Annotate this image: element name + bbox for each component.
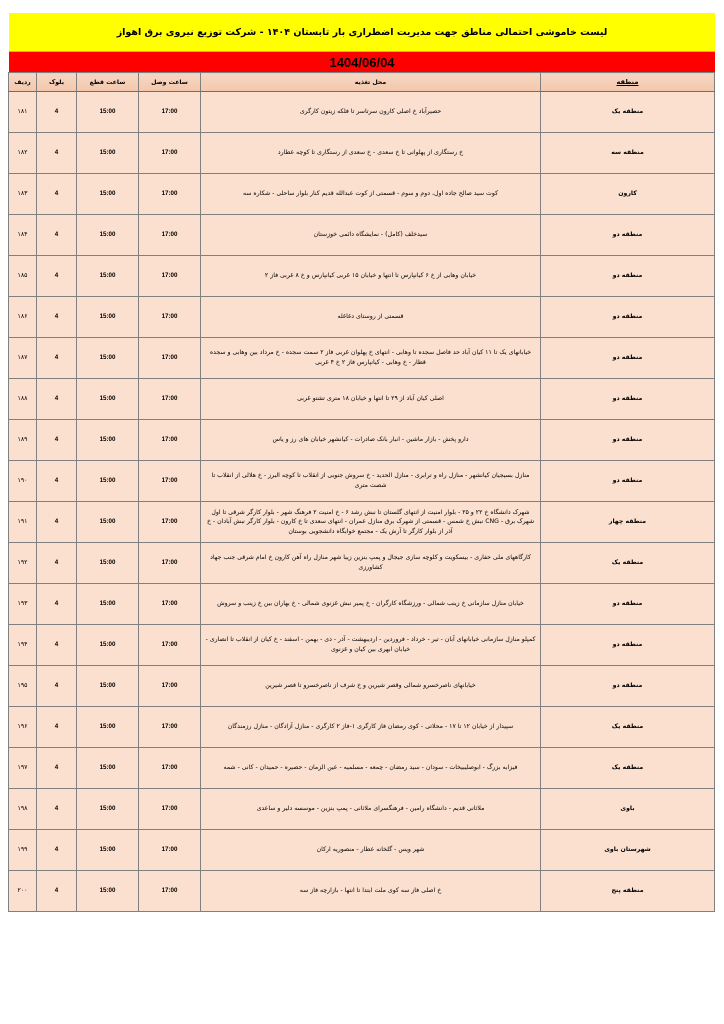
cell-row-num: ۱۹۹ xyxy=(9,830,37,871)
cell-on-time: 17:00 xyxy=(139,748,201,789)
cell-zone: منطقه دو xyxy=(541,461,715,502)
cell-block: 4 xyxy=(37,871,77,912)
cell-off-time: 15:00 xyxy=(77,748,139,789)
column-header-on-time: ساعت وصل xyxy=(139,73,201,92)
table-row xyxy=(9,748,715,789)
cell-zone: کارون xyxy=(541,174,715,215)
cell-row-num: ۱۹۴ xyxy=(9,625,37,666)
cell-zone: منطقه دو xyxy=(541,379,715,420)
cell-row-num: ۱۹۲ xyxy=(9,543,37,584)
outage-table xyxy=(8,72,715,912)
cell-off-time: 15:00 xyxy=(77,420,139,461)
cell-row-num: ۱۹۷ xyxy=(9,748,37,789)
cell-block: 4 xyxy=(37,666,77,707)
cell-off-time: 15:00 xyxy=(77,297,139,338)
cell-place: قسمتی از روستای دغاغله xyxy=(201,297,541,338)
cell-place: کمپلو منازل سازمانی خیابانهای آبان - تیر - خرداد - فروردین - اردیبهشت - آذر - دی - بهمن - اسفند - خ کیان از انقلاب تا انصاری - خیابان ابهری بین کیان و غزنوی xyxy=(201,625,541,666)
cell-place: شهرک دانشگاه خ ۲۲ و ۲۵ - بلوار امنیت از انتهای گلستان تا نبش رشد ۶ - خ امنیت ۲ فرهنگ شهر - بلوار کارگر شرقی تا اول شهرک برق - CNG نبش خ شمس - قسمتی از شهرک برق منازل عمران - انتهای سعدی تا خ کارون - بلوار کارگر نبش آبادان - خ آذر از بلوار کارگر تا آرش یک - مجتمع خوابگاه دانشجویی بوستان xyxy=(201,502,541,543)
cell-place: خیابانهای ناصرخسرو شمالی وقصر شیرین و خ شرف از ناصرخسرو تا قصر شیرین xyxy=(201,666,541,707)
cell-block: 4 xyxy=(37,174,77,215)
cell-place: سیدخلف (کامل) - نمایشگاه دائمی خوزستان xyxy=(201,215,541,256)
cell-place: فیزابه بزرگ - ابوصلیبیخات - سودان - سید رمضان - چمعه - مسلمیه - عین الزمان - حصیره - حمیدان - کانی - شمه xyxy=(201,748,541,789)
cell-block: 4 xyxy=(37,338,77,379)
cell-on-time: 17:00 xyxy=(139,584,201,625)
cell-block: 4 xyxy=(37,420,77,461)
table-row xyxy=(9,584,715,625)
table-row xyxy=(9,215,715,256)
cell-place: کارگاههای ملی حفاری - بیسکویت و کلوچه سازی جیجال و پمپ بنزین زیبا شهر منازل راه آهن کارون خ امام شرقی جنب جهاد کشاورزی xyxy=(201,543,541,584)
table-header-row xyxy=(9,73,715,92)
cell-block: 4 xyxy=(37,297,77,338)
cell-on-time: 17:00 xyxy=(139,215,201,256)
cell-place: منازل بسیجیان کیانشهر - منازل راه و ترابری - منازل الحدید - خ سروش جنوبی از انقلاب تا کوچه البرز - خ هلالی از انقلاب تا شصت متری xyxy=(201,461,541,502)
cell-on-time: 17:00 xyxy=(139,420,201,461)
cell-place: سپیدار از خیابان ۱۲ تا ۱۷ - محلاتی - کوی رمضان فاز کارگری ۱-فاز ۲ کارگری - منازل آزادگان - منازل رزمندگان xyxy=(201,707,541,748)
cell-off-time: 15:00 xyxy=(77,256,139,297)
table-row xyxy=(9,666,715,707)
cell-zone: منطقه پنج xyxy=(541,871,715,912)
title-banner xyxy=(9,13,715,51)
table-row xyxy=(9,256,715,297)
table-row xyxy=(9,420,715,461)
table-row xyxy=(9,789,715,830)
cell-place: کوت سید صالح جاده اول، دوم و سوم - قسمتی از کوت عبدالله قدیم کنار بلوار ساحلی - شکاره سه xyxy=(201,174,541,215)
cell-block: 4 xyxy=(37,707,77,748)
cell-off-time: 15:00 xyxy=(77,92,139,133)
table-row xyxy=(9,871,715,912)
cell-row-num: ۱۸۴ xyxy=(9,215,37,256)
column-header-off-time: ساعت قطع xyxy=(77,73,139,92)
cell-on-time: 17:00 xyxy=(139,543,201,584)
cell-row-num: ۱۸۹ xyxy=(9,420,37,461)
cell-place: شهر ویس - گلخانه عطار - منصوریه ارکان xyxy=(201,830,541,871)
cell-on-time: 17:00 xyxy=(139,707,201,748)
table-row xyxy=(9,133,715,174)
cell-on-time: 17:00 xyxy=(139,379,201,420)
cell-off-time: 15:00 xyxy=(77,338,139,379)
cell-block: 4 xyxy=(37,748,77,789)
table-row xyxy=(9,543,715,584)
cell-block: 4 xyxy=(37,584,77,625)
cell-block: 4 xyxy=(37,502,77,543)
cell-row-num: ۱۹۰ xyxy=(9,461,37,502)
column-header-zone: منطقه xyxy=(541,73,715,92)
cell-zone: منطقه یک xyxy=(541,707,715,748)
cell-on-time: 17:00 xyxy=(139,256,201,297)
cell-on-time: 17:00 xyxy=(139,789,201,830)
cell-block: 4 xyxy=(37,133,77,174)
cell-on-time: 17:00 xyxy=(139,502,201,543)
cell-block: 4 xyxy=(37,625,77,666)
cell-off-time: 15:00 xyxy=(77,625,139,666)
cell-off-time: 15:00 xyxy=(77,215,139,256)
table-row xyxy=(9,830,715,871)
cell-zone: منطقه سه xyxy=(541,133,715,174)
table-body xyxy=(9,92,715,912)
table-row xyxy=(9,502,715,543)
date-banner xyxy=(9,51,715,72)
cell-block: 4 xyxy=(37,830,77,871)
cell-on-time: 17:00 xyxy=(139,174,201,215)
cell-zone: منطقه یک xyxy=(541,92,715,133)
cell-place: دارو پخش - بازار ماشین - انبار بانک صادرات - کیانشهر خیابان های رز و یاس xyxy=(201,420,541,461)
cell-row-num: ۱۸۷ xyxy=(9,338,37,379)
table-row xyxy=(9,174,715,215)
cell-off-time: 15:00 xyxy=(77,871,139,912)
cell-on-time: 17:00 xyxy=(139,338,201,379)
cell-block: 4 xyxy=(37,215,77,256)
table-row xyxy=(9,625,715,666)
cell-zone: باوی xyxy=(541,789,715,830)
cell-off-time: 15:00 xyxy=(77,707,139,748)
table-row xyxy=(9,297,715,338)
cell-row-num: ۱۹۱ xyxy=(9,502,37,543)
cell-place: خ اصلی فاز سه کوی ملت ابتدا تا انتها - بازارچه فاز سه xyxy=(201,871,541,912)
cell-on-time: 17:00 xyxy=(139,297,201,338)
cell-zone: شهرستان باوی xyxy=(541,830,715,871)
schedule-date: 1404/06/04 xyxy=(329,54,395,70)
cell-on-time: 17:00 xyxy=(139,461,201,502)
cell-row-num: ۲۰۰ xyxy=(9,871,37,912)
table-row xyxy=(9,707,715,748)
cell-block: 4 xyxy=(37,256,77,297)
cell-off-time: 15:00 xyxy=(77,379,139,420)
cell-off-time: 15:00 xyxy=(77,502,139,543)
cell-on-time: 17:00 xyxy=(139,871,201,912)
table-row xyxy=(9,461,715,502)
column-header-place: محل تغذیه xyxy=(201,73,541,92)
cell-block: 4 xyxy=(37,379,77,420)
cell-off-time: 15:00 xyxy=(77,789,139,830)
cell-off-time: 15:00 xyxy=(77,133,139,174)
cell-place: خیابان وهابی از خ ۶ کیانپارس تا انتها و خیابان ۱۵ غربی کیانپارس و خ ۸ غربی فاز ۲ xyxy=(201,256,541,297)
cell-place: اصلی کیان آباد از ۲۹ تا انتها و خیابان ۱۸ متری تشتو غربی xyxy=(201,379,541,420)
cell-block: 4 xyxy=(37,92,77,133)
cell-place: ملاثانی قدیم - دانشگاه رامین - فرهنگسرای ملاثانی - پمپ بنزین - موسسه دلیر و ساعدی xyxy=(201,789,541,830)
cell-zone: منطقه یک xyxy=(541,543,715,584)
cell-block: 4 xyxy=(37,543,77,584)
cell-row-num: ۱۸۶ xyxy=(9,297,37,338)
cell-zone: منطقه دو xyxy=(541,584,715,625)
cell-zone: منطقه دو xyxy=(541,625,715,666)
cell-row-num: ۱۹۵ xyxy=(9,666,37,707)
cell-off-time: 15:00 xyxy=(77,174,139,215)
cell-zone: منطقه دو xyxy=(541,420,715,461)
cell-zone: منطقه دو xyxy=(541,666,715,707)
cell-place: حصیرآباد خ اصلی کارون سرتاسر تا فلکه زیتون کارگری xyxy=(201,92,541,133)
cell-zone: منطقه دو xyxy=(541,338,715,379)
cell-row-num: ۱۹۶ xyxy=(9,707,37,748)
table-header xyxy=(9,73,715,92)
schedule-sheet xyxy=(9,13,715,912)
cell-block: 4 xyxy=(37,789,77,830)
cell-zone: منطقه دو xyxy=(541,215,715,256)
cell-zone: منطقه چهار xyxy=(541,502,715,543)
cell-row-num: ۱۹۳ xyxy=(9,584,37,625)
cell-place: خیابان منازل سازمانی خ زینب شمالی - ورزشگاه کارگران - خ پمیر نبش غزنوی شمالی - خ بهاران بین خ زینب و سروش xyxy=(201,584,541,625)
cell-on-time: 17:00 xyxy=(139,830,201,871)
page-title: لیست خاموشی احتمالی مناطق جهت مدیریت اضطراری بار تابستان ۱۴۰۴ - شرکت توزیع نیروی برق اهواز xyxy=(116,26,608,38)
cell-off-time: 15:00 xyxy=(77,830,139,871)
table-row xyxy=(9,92,715,133)
cell-on-time: 17:00 xyxy=(139,133,201,174)
cell-row-num: ۱۸۳ xyxy=(9,174,37,215)
cell-row-num: ۱۸۵ xyxy=(9,256,37,297)
column-header-block: بلوک xyxy=(37,73,77,92)
cell-block: 4 xyxy=(37,461,77,502)
cell-place: خ رستگاری از پهلوانی تا خ سعدی - خ سعدی از رستگاری تا کوچه عطارد xyxy=(201,133,541,174)
cell-off-time: 15:00 xyxy=(77,543,139,584)
cell-off-time: 15:00 xyxy=(77,666,139,707)
cell-zone: منطقه دو xyxy=(541,256,715,297)
cell-zone: منطقه یک xyxy=(541,748,715,789)
cell-row-num: ۱۸۱ xyxy=(9,92,37,133)
column-header-row: ردیف xyxy=(9,73,37,92)
cell-row-num: ۱۸۲ xyxy=(9,133,37,174)
cell-row-num: ۱۸۸ xyxy=(9,379,37,420)
cell-on-time: 17:00 xyxy=(139,92,201,133)
cell-on-time: 17:00 xyxy=(139,666,201,707)
cell-off-time: 15:00 xyxy=(77,584,139,625)
cell-place: خیابانهای یک تا ۱۱ کیان آباد حد فاصل سجده تا وهابی - انتهای خ پهلوان غربی فاز ۲ سمت سجده - خ مرداد بین وهابی و سجده قطار - خ وهابی - کیانپارس فاز ۲ خ ۴ غربی xyxy=(201,338,541,379)
cell-zone: منطقه دو xyxy=(541,297,715,338)
cell-off-time: 15:00 xyxy=(77,461,139,502)
table-row xyxy=(9,338,715,379)
cell-on-time: 17:00 xyxy=(139,625,201,666)
table-row xyxy=(9,379,715,420)
cell-row-num: ۱۹۸ xyxy=(9,789,37,830)
